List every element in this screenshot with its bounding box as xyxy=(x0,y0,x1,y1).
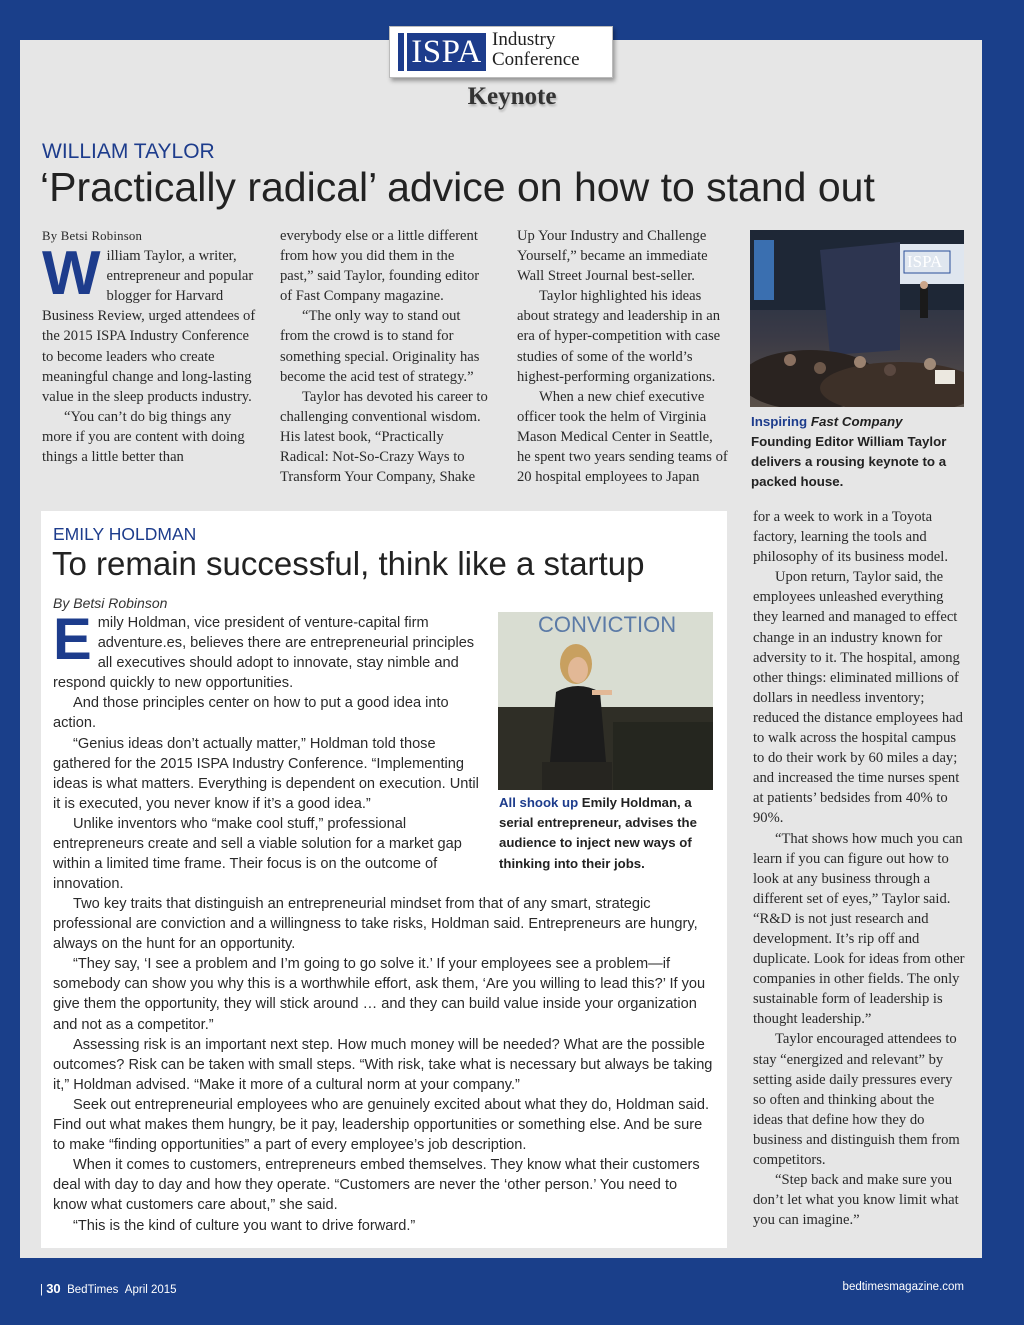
paragraph: Assessing risk is an important next step. How much money will be needed? What are the possible outcomes? Risk can be taken with small steps. “With risk, take what is necessary but always be taking it,” Holdman advised. “Make it more of a cultural norm at your company.” xyxy=(53,1036,713,1093)
stage-illustration xyxy=(750,230,964,407)
taylor-column-2 xyxy=(280,226,491,487)
caption-lead: Inspiring xyxy=(751,414,808,429)
paragraph: When a new chief executive officer took the helm of Virginia Mason Medical Center in Seattle, he spent two years sending teams of 20 hospital employees to Japan xyxy=(517,388,728,486)
logo-sub-line-2: Conference xyxy=(492,49,580,70)
paragraph: Two key traits that distinguish an entrepreneurial mindset from that of any smart, strategic professional are conviction and a willingness to take risks, Holdman said. Entrepreneurs are hungry, always on the hunt for an opportunity. xyxy=(53,896,698,953)
screen-sign-text: CONVICTION xyxy=(538,612,677,637)
caption-italic: Fast Company xyxy=(810,414,903,429)
holdman-body-full xyxy=(53,894,715,1236)
ispa-logo xyxy=(389,26,613,78)
taylor-column-4 xyxy=(753,507,966,1230)
taylor-speaker-name: WILLIAM TAYLOR xyxy=(42,140,215,163)
paragraph: Upon return, Taylor said, the employees unleashed everything they learned and managed to effect change in an industry known for adversity to it. The hospital, among other things: eliminated millions of dollars in needless inventory; reduced the distance employees had to walk across the hospital campus to do their work by 60 miles a day; and increased the time nurses spent at patients’ bedsides from 40% to 90%. xyxy=(753,569,963,827)
folio-divider: | xyxy=(40,1284,43,1296)
logo-bar xyxy=(398,33,404,71)
paragraph: everybody else or a little different from how you did them in the past,” said Taylor, founding editor of Fast Company magazine. xyxy=(280,228,480,305)
section-title: Keynote xyxy=(467,83,557,110)
caption-lead: All shook up xyxy=(499,795,579,810)
paragraph: Taylor encouraged attendees to stay “energized and relevant” by setting aside daily pressures every so often and thinking about the ideas that define how they do business and distinguish them from competitors. xyxy=(753,1031,960,1168)
taylor-keynote-photo xyxy=(750,230,964,407)
holdman-photo-caption xyxy=(499,793,717,874)
footer-folio xyxy=(40,1281,177,1296)
paragraph: Up Your Industry and Challenge Yourself,” became an immediate Wall Street Journal best-seller. xyxy=(517,228,708,285)
taylor-column-1 xyxy=(42,226,257,467)
page-number: 30 xyxy=(46,1281,61,1296)
holdman-body-top xyxy=(53,607,489,894)
caption-text: Emily Holdman, a serial entrepreneur, advises the audience to inject new ways of thinking into their jobs. xyxy=(499,795,697,871)
holdman-sidebar xyxy=(41,511,727,1248)
taylor-column-3 xyxy=(517,226,730,487)
paragraph: When it comes to customers, entrepreneurs embed themselves. They know what their customers deal with day to day and how they operate. “Customers are never the ‘other person.’ You need to know what customers care about,” she said. xyxy=(53,1157,700,1214)
paragraph: “They say, ‘I see a problem and I’m going to go solve it.’ If your employees see a problem—if somebody can show you why this is a worthwhile effort, ask them, ‘Are you willing to lead this?’ If you give them the opportunity, they will stick around … and they can build value inside your organization and not as a competitor.” xyxy=(53,956,706,1033)
footer-website: bedtimesmagazine.com xyxy=(842,1281,964,1293)
paragraph: Seek out entrepreneurial employees who are genuinely excited about what they do, Holdman said. Find out what makes them hungry, be it pay, leadership opportunities or something else. And be sure to make “finding opportunities” a part of every employee’s job description. xyxy=(53,1096,710,1154)
paragraph: And those principles center on how to put a good idea into action. xyxy=(53,695,449,732)
magazine-name: BedTimes xyxy=(67,1284,119,1296)
taylor-byline: By Betsi Robinson xyxy=(42,229,143,243)
paragraph: Unlike inventors who “make cool stuff,” professional entrepreneurs create and sell a viable solution for a market gap within a limited time frame. Their focus is on the outcome of innovation. xyxy=(53,815,462,893)
holdman-speaker-name: EMILY HOLDMAN xyxy=(53,524,197,544)
paragraph: “The only way to stand out from the crowd is to stand for something special. Originality has become the acid test of strategy.” xyxy=(280,308,480,385)
taylor-headline: ‘Practically radical’ advice on how to stand out xyxy=(40,164,875,210)
paragraph: “You can’t do big things any more if you are content with doing things a little better than xyxy=(42,408,245,466)
speaker-illustration xyxy=(498,612,713,790)
issue-date: April 2015 xyxy=(124,1284,177,1296)
caption-text: Founding Editor William Taylor delivers a rousing keynote to a packed house. xyxy=(751,434,947,489)
paragraph: “Step back and make sure you don’t let what you know limit what you can imagine.” xyxy=(753,1172,959,1229)
paragraph: Emily Holdman, vice president of venture-capital firm adventure.es, believes there are entrepreneurial principles all executives should adopt to innovate, stay nimble and respond quickly to new opportunities. xyxy=(53,607,475,692)
paragraph: William Taylor, a writer, entrepreneur and popular blogger for Harvard Business Review, urged attendees of the 2015 ISPA Industry Conference to become leaders who create meaningful change and long-lasting value in the sleep products industry. xyxy=(42,239,256,405)
paragraph: for a week to work in a Toyota factory, learning the tools and philosophy of its business model. xyxy=(753,509,948,566)
logo-brand: ISPA xyxy=(407,33,486,71)
drop-cap: E xyxy=(53,607,92,672)
paragraph: “Genius ideas don’t actually matter,” Holdman told those gathered for the 2015 ISPA Industry Conference. “Implementing ideas is what matters. Everything is dependent on execution. Until it is executed, you never know if it’s a good idea.” xyxy=(53,735,479,812)
logo-sub-line-1: Industry xyxy=(492,29,556,50)
paragraph: “That shows how much you can learn if you can figure out how to look at any business through a different set of eyes,” Taylor said. “R&D is not just research and development. It’s rip off and duplicate. Look for ideas from other companies in other fields. The only sustainable form of leadership is thought leadership.” xyxy=(753,830,965,1028)
holdman-headline: To remain successful, think like a startup xyxy=(52,545,645,582)
logo-subtitle xyxy=(492,30,580,70)
drop-cap: W xyxy=(42,239,101,309)
taylor-photo-caption xyxy=(751,412,965,492)
paragraph: “This is the kind of culture you want to drive forward.” xyxy=(73,1217,416,1234)
holdman-speaker-photo xyxy=(498,612,713,790)
holdman-byline: By Betsi Robinson xyxy=(53,595,168,611)
stage-sign-text: ISPA xyxy=(907,252,943,271)
paragraph: Taylor has devoted his career to challenging conventional wisdom. His latest book, “Practically Radical: Not-So-Crazy Ways to Transform Your Company, Shake xyxy=(280,388,488,486)
paragraph: Taylor highlighted his ideas about strategy and leadership in an era of hyper-competition with case studies of some of the world’s highest-performing organizations. xyxy=(517,288,721,385)
